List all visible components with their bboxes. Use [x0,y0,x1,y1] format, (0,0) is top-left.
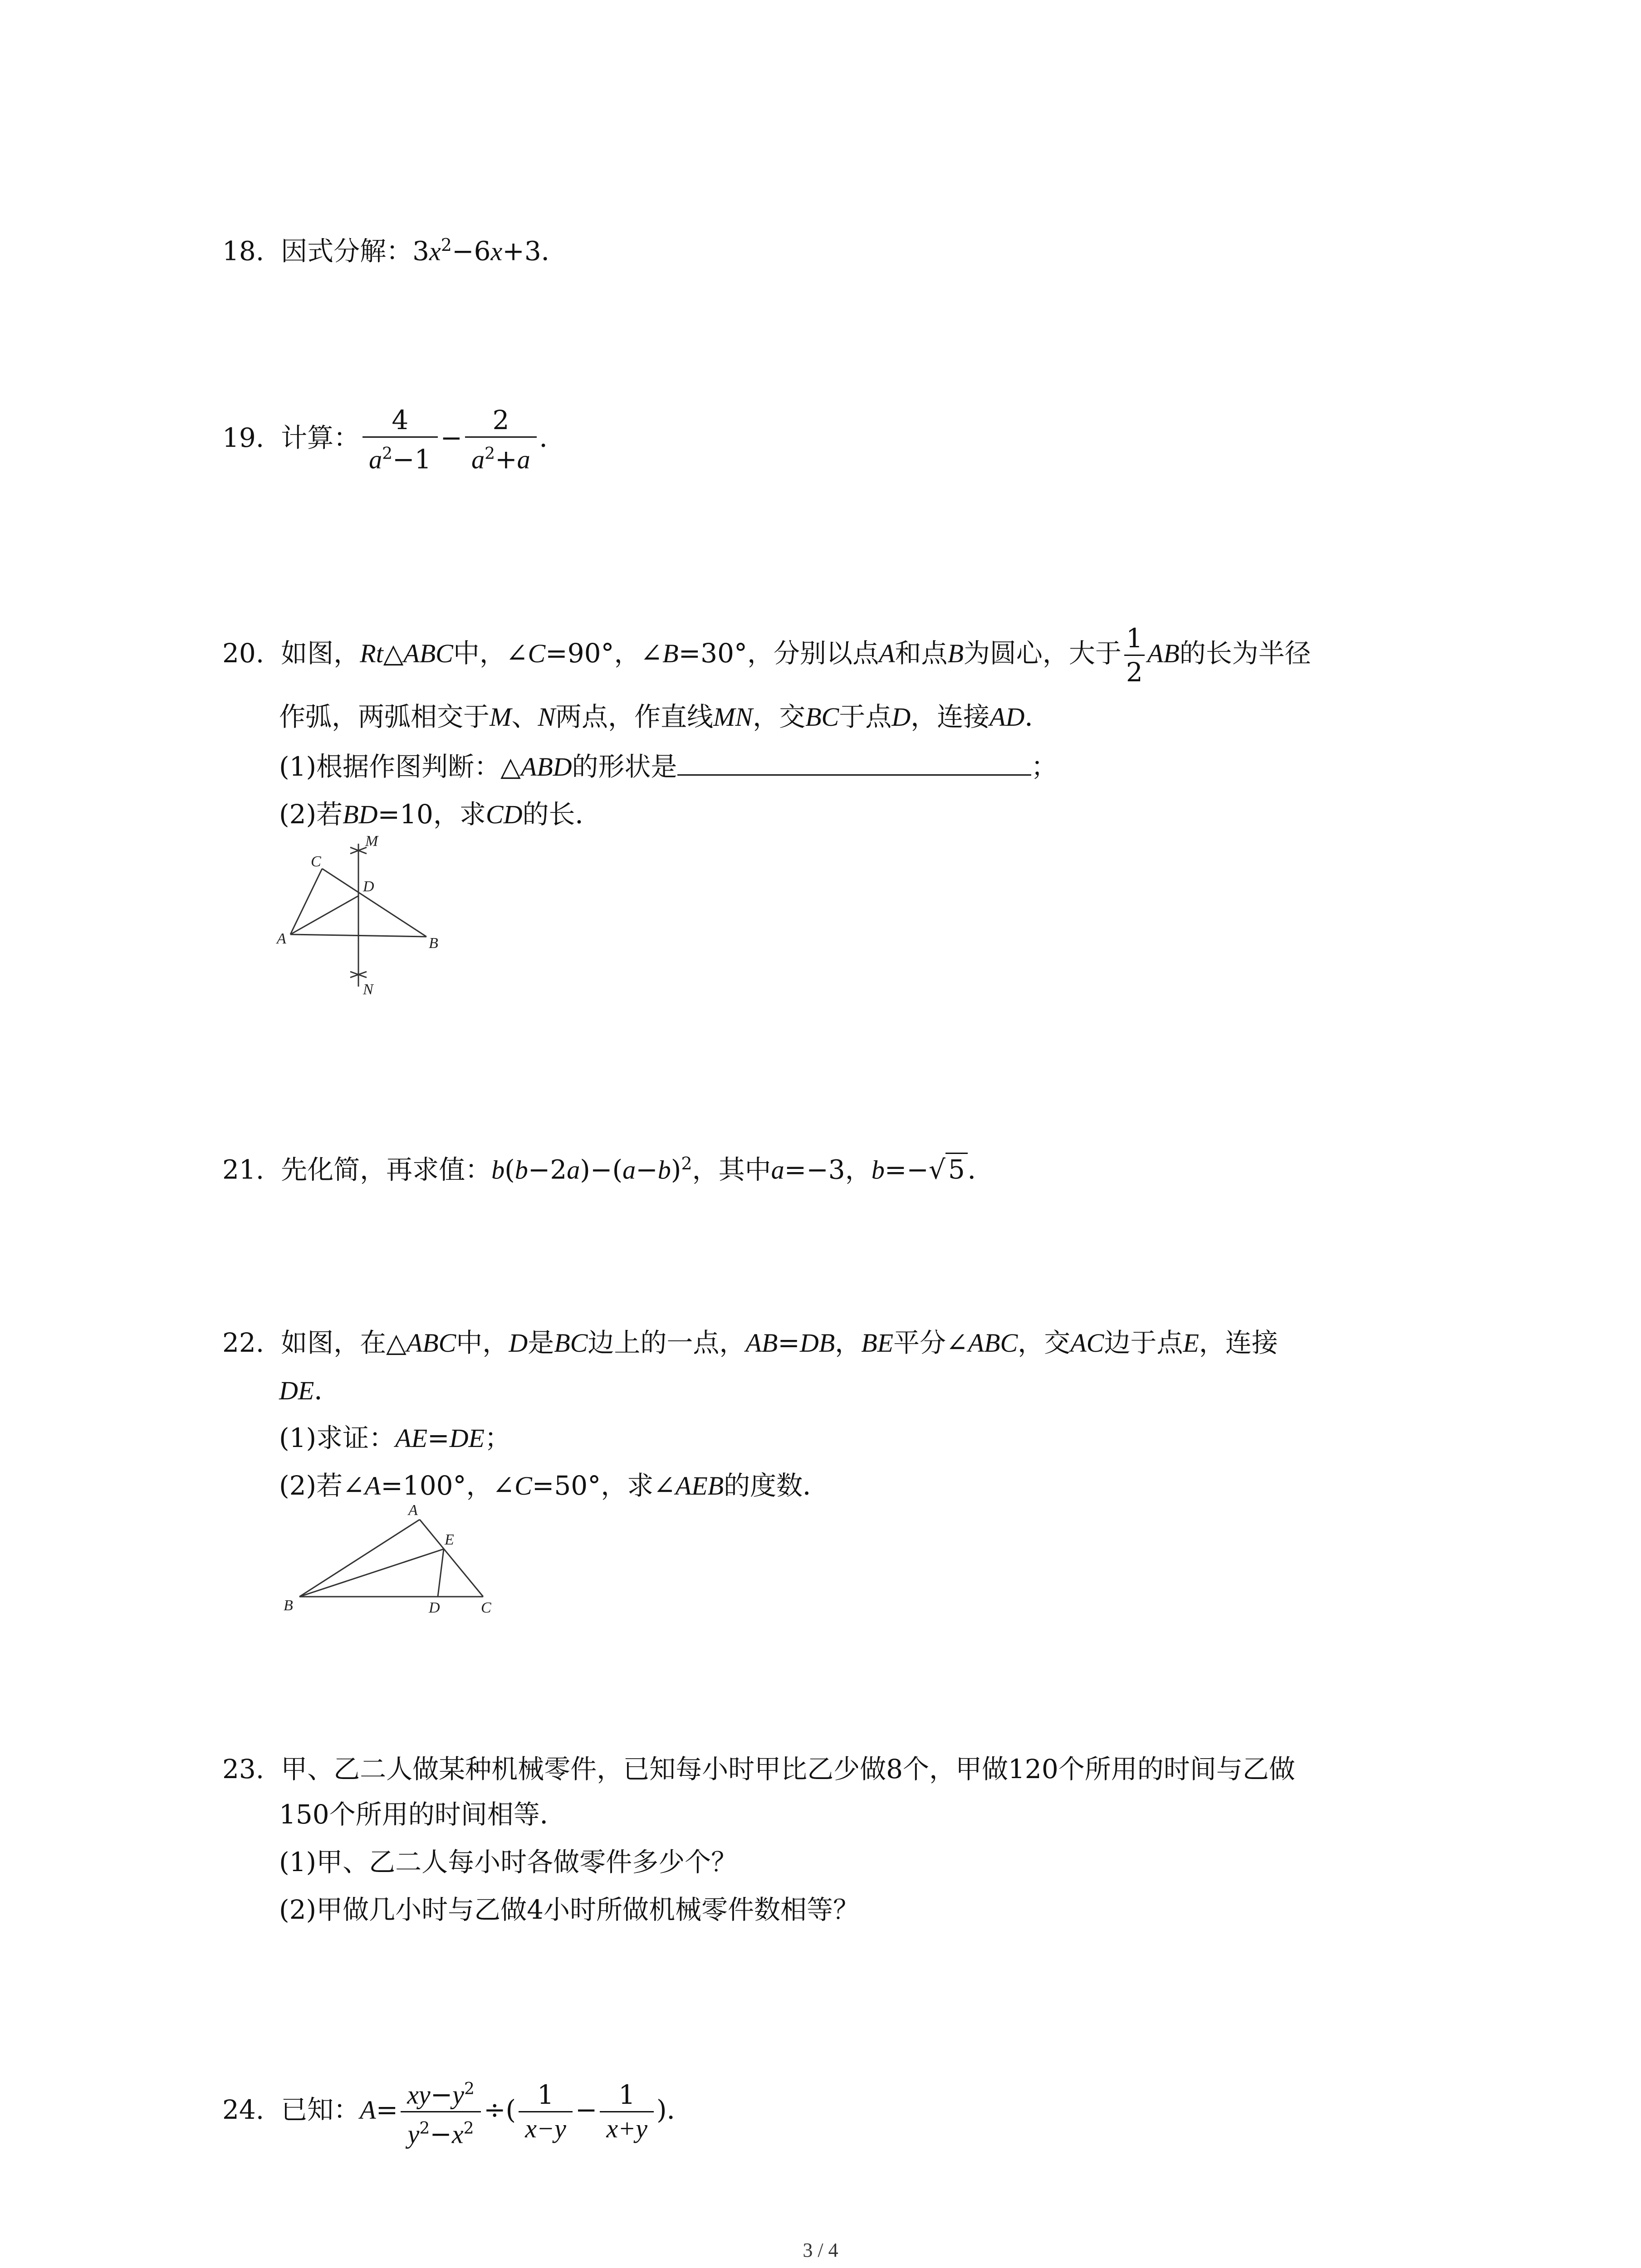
q23-text: (1)甲、乙二人每小时各做零件多少个？ [279,1847,738,1877]
q20-fig-label-a: A [277,930,286,947]
q20-text: (2)若 [279,799,343,830]
q22-number: 22. [222,1327,265,1358]
q22-text: 是 [528,1327,554,1358]
q20-fig-segment-ad [290,896,358,934]
q18-var: x [490,236,503,266]
q22-text: 平分∠ [893,1327,968,1358]
question-24 [222,2073,693,2150]
q23-number: 23. [222,1754,265,1784]
q22-var: D [509,1328,528,1358]
q20-var: ABD [520,752,572,782]
q19-f1-den [362,438,437,476]
q21-sqrt-radicand: 5 [945,1153,968,1185]
question-22-line-2 [279,1372,340,1409]
q22-text: (2)若∠ [279,1470,365,1501]
q18-var: x [429,236,441,266]
q22-var: A [364,1471,381,1501]
q24-expr: = [376,2094,398,2125]
q24-f1-num: 1 [519,2078,573,2112]
q20-var: BD [343,800,378,829]
q22-text: 边于点 [1104,1327,1183,1358]
q20-text: 为圆心，大于 [963,638,1122,669]
q22-var: AEB [675,1471,724,1501]
q21-sup: 2 [681,1154,692,1173]
q20-text: 和点 [895,638,948,669]
q24-expr: − [430,2118,452,2150]
q24-sup: 2 [464,2080,475,2098]
q20-text: 的长． [522,799,602,830]
q20-fig-label-c: C [311,853,321,870]
q23-text: (2)甲做几小时与乙做4小时所做机械零件数相等？ [279,1894,860,1925]
q19-sup: 2 [485,445,495,464]
question-20-part-1 [279,748,1058,785]
q20-text: 的形状是 [572,751,677,782]
q18-expr: −6 [451,235,491,267]
q22-text: ，连接 [1199,1327,1278,1358]
question-22-part-1 [279,1420,511,1457]
q20-answer-blank[interactable] [677,749,1031,776]
q20-fig-segment-ac [290,869,322,934]
q24-var: y [452,2080,465,2110]
q22-text: ， [835,1327,862,1358]
q21-expr: −2 [528,1154,567,1185]
q20-var: D [892,702,911,732]
q20-text: 、 [511,701,538,732]
q22-text: (1)求证： [279,1422,396,1453]
q22-var: BE [861,1328,894,1358]
q22-figure [272,1499,508,1622]
q20-fig-segment-cb [322,869,426,937]
q20-text: ； [1031,751,1058,782]
q19-minus: − [440,422,463,453]
q24-fraction-main [401,2073,481,2151]
q20-text: ． [1024,701,1051,732]
q20-number: 20. [222,638,265,669]
q21-expr: ． [967,1154,994,1185]
q20-var: BC [805,702,839,732]
q21-expr: =−3， [784,1154,872,1185]
q24-number: 24. [222,2094,265,2125]
q22-text: ． [314,1375,341,1406]
q21-expr: )−( [580,1154,623,1185]
q20-text: (1)根据作图判断：△ [279,751,521,782]
q19-fraction-2 [465,404,537,476]
q22-text: 如图，在△ [281,1327,407,1358]
q19-number: 19. [222,422,265,453]
q20-var: B [947,639,964,668]
q23-text: 150个所用的时间相等． [279,1799,566,1830]
q22-var: DE [279,1376,314,1405]
q24-var: xy [407,2080,431,2110]
q21-expr: ( [505,1154,515,1185]
q20-fig-label-d: D [363,878,374,895]
q21-var: b [491,1155,505,1185]
q20-text: 作弧，两弧相交于 [279,701,490,732]
question-23-line-2 [279,1796,566,1833]
q21-var: a [622,1155,636,1185]
q19-fraction-1 [362,404,437,476]
q19-label: 计算： [281,422,360,453]
q20-text: =10，求 [377,799,486,830]
q22-text: 中， [456,1327,509,1358]
q24-sup: 2 [419,2119,430,2138]
q21-sqrt-sign: √ [928,1154,945,1185]
q22-text: =50°，求∠ [532,1470,676,1501]
q19-var: a [369,445,382,474]
q22-var: E [1183,1328,1199,1358]
q20-var: MN [713,702,753,732]
q21-var: a [771,1155,784,1185]
q19-f2-den [465,438,537,476]
q24-expr: ÷( [483,2094,516,2125]
question-18 [222,227,568,269]
q21-number: 21. [222,1154,265,1185]
q20-text: 中，∠ [453,638,528,669]
q20-text: △ [383,638,404,669]
q20-var: N [538,702,556,732]
q20-var: ABC [403,639,453,668]
q19-den-part: + [495,444,517,475]
q24-var: x [451,2119,464,2149]
q20-var: AB [1147,639,1180,668]
q18-number: 18. [222,235,265,267]
q22-fig-label-a: A [408,1502,418,1519]
q22-fig-segment-ed [438,1549,444,1597]
question-20-line-1 [222,617,1311,690]
q24-main-den [401,2112,481,2151]
q20-text: ，连接 [911,701,990,732]
q21-expr: =− [884,1154,929,1185]
q22-var: ABC [968,1328,1018,1358]
q20-fig-label-m: M [365,833,378,850]
q20-text: =30°，分别以点 [678,638,879,669]
q20-var: CD [485,800,523,829]
q24-var: A [360,2095,376,2125]
question-20-part-2 [279,796,602,833]
q20-text: 如图， [281,638,360,669]
q24-expr: − [575,2094,598,2125]
q21-expr: − [636,1154,658,1185]
q19-sup: 2 [382,445,393,464]
question-22-line-1 [222,1325,1278,1361]
q24-expr: − [430,2079,453,2110]
q20-var: A [878,639,895,668]
q19-f1-num: 4 [362,404,437,438]
q22-text: ，交 [1018,1327,1071,1358]
q24-f1-den: x−y [525,2114,566,2144]
q22-var: AB [745,1328,778,1358]
q21-var: b [514,1155,528,1185]
q24-sup: 2 [463,2119,474,2138]
q20-text: 两点，作直线 [555,701,714,732]
page-number: 3 / 4 [803,2239,838,2261]
q22-fig-label-e: E [445,1531,454,1548]
question-21 [222,1145,994,1188]
q22-fig-segment-ba [299,1520,420,1597]
q22-text: 边上的一点， [588,1327,746,1358]
q22-text: =100°，∠ [381,1470,515,1501]
q22-var: ABC [406,1328,456,1358]
q20-half-fraction [1124,622,1145,689]
q21-var: b [657,1155,671,1185]
q19-den-part: −1 [392,444,431,475]
q22-var: DB [799,1328,835,1358]
question-23-line-1 [222,1751,1295,1787]
q24-main-num [401,2073,481,2112]
q23-text: 甲、乙二人做某种机械零件，已知每小时甲比乙少做8个，甲做120个所用的时间与乙做 [281,1754,1295,1784]
q20-var: Rt [360,639,383,668]
q20-figure [272,830,463,1002]
q20-text: ，交 [753,701,806,732]
q24-var: y [407,2119,420,2149]
q20-var: B [662,639,679,668]
q24-expr: )． [656,2094,693,2125]
q20-half-num: 1 [1124,622,1145,656]
q22-text: = [427,1422,450,1453]
q18-label: 因式分解： [281,235,413,267]
q19-f2-num: 2 [465,404,537,438]
q18-expr: 3 [412,235,430,267]
q24-label: 已知： [281,2094,360,2125]
q18-sup: 2 [441,235,452,255]
q20-fig-label-b: B [429,935,438,952]
q21-expr: ，其中 [692,1154,771,1185]
q22-var: C [514,1471,532,1501]
q19-var: a [517,445,530,474]
q20-var: M [490,702,512,732]
question-23-part-1 [279,1844,737,1880]
q20-var: C [528,639,546,668]
q24-fraction-2 [600,2078,654,2145]
q22-fig-label-d: D [429,1599,440,1616]
q20-fig-label-n: N [363,981,373,998]
question-23-part-2 [279,1892,859,1928]
q22-fig-label-c: C [481,1599,491,1616]
q22-var: AE [395,1423,428,1453]
q22-text: = [778,1327,800,1358]
q21-expr: ) [671,1154,681,1185]
q22-text: 的度数． [724,1470,829,1501]
q21-var: a [567,1155,580,1185]
q19-var: a [471,445,485,474]
q22-text: ； [484,1422,511,1453]
q22-var: DE [449,1423,485,1453]
q22-var: AC [1070,1328,1104,1358]
q24-f2-den: x+y [606,2114,648,2144]
q20-half-den: 2 [1126,657,1143,688]
q20-text: =90°，∠ [545,638,663,669]
question-22-part-2 [279,1467,829,1504]
question-20-line-2 [279,699,1051,735]
q20-text: 于点 [839,701,892,732]
q22-fig-segment-be [299,1549,444,1597]
q19-end: ． [539,422,566,453]
q18-expr: +3． [502,235,568,267]
question-19 [222,401,566,474]
q24-f2-num: 1 [600,2078,654,2112]
q21-label: 先化简，再求值： [281,1154,492,1185]
q22-fig-label-b: B [284,1597,293,1614]
q20-text: 的长为半径 [1179,638,1311,669]
q20-var: AD [989,702,1025,732]
q21-var: b [871,1155,885,1185]
q22-var: BC [554,1328,588,1358]
q24-fraction-1 [519,2078,573,2145]
